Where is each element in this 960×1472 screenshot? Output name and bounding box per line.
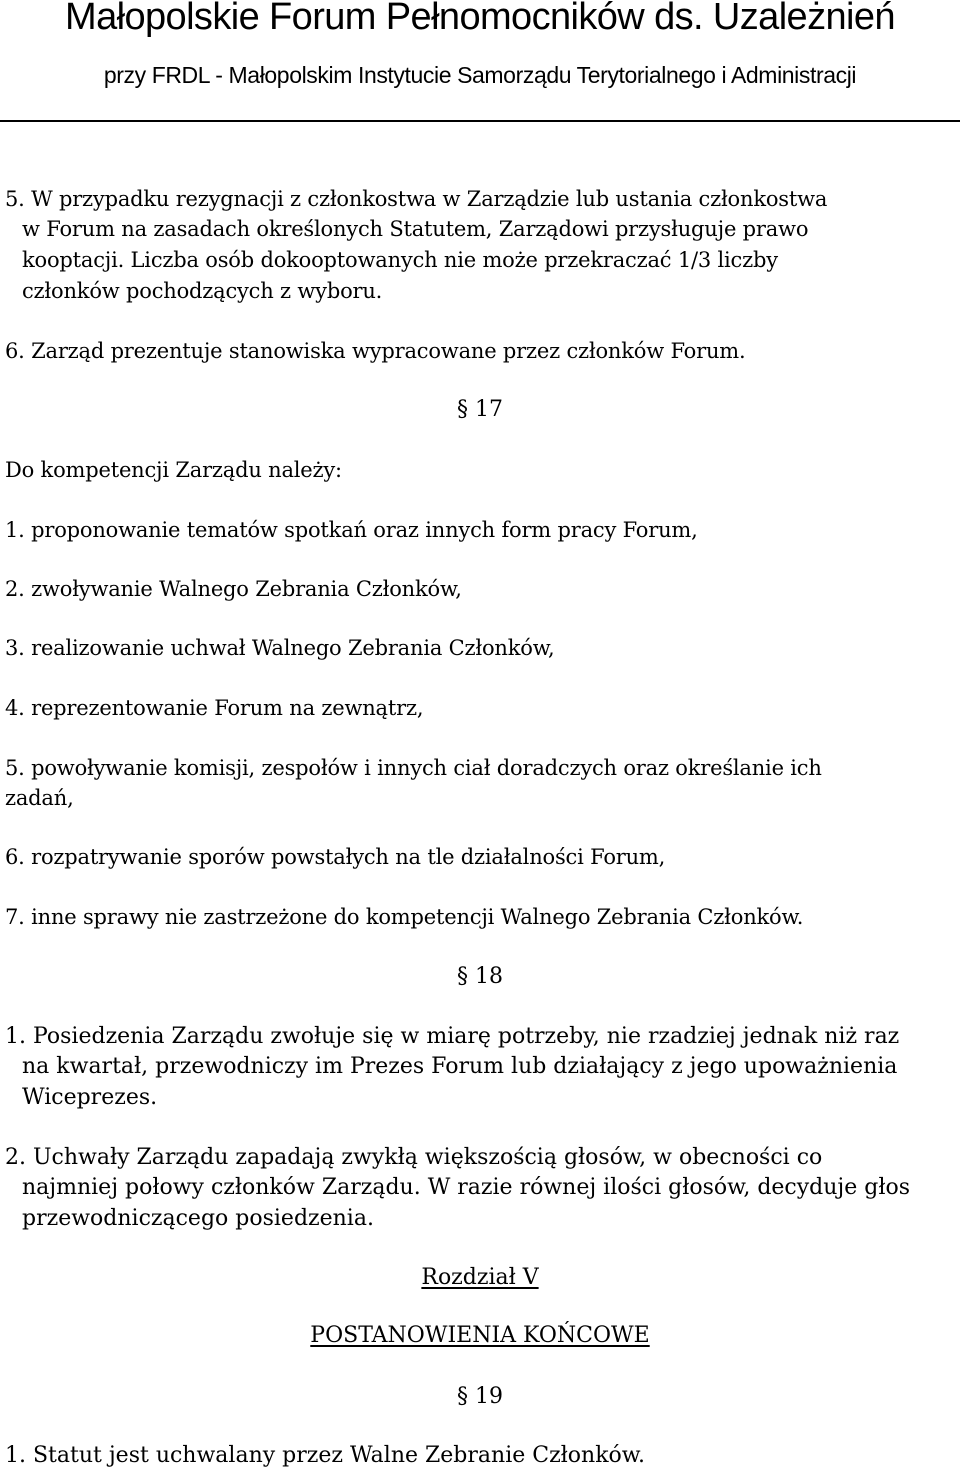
paragraph-5-line-1: 5. W przypadku rezygnacji z członkostwa w Zarządzie lub ustania członkostwa (5, 187, 828, 211)
section-19-heading: § 19 (457, 1384, 503, 1409)
competence-item-5: 5. powoływanie komisji, zespołów i innych ciał doradczych oraz określanie ich (5, 756, 822, 780)
section-18-p2-line-1: 2. Uchwały Zarządu zapadają zwykłą większością głosów, w obecności co (5, 1145, 823, 1170)
competence-intro: Do kompetencji Zarządu należy: (5, 458, 342, 482)
paragraph-5-line-4: członków pochodzących z wyboru. (22, 279, 383, 303)
paragraph-5-line-2: w Forum na zasadach określonych Statutem, Zarządowi przysługuje prawo (22, 217, 809, 241)
paragraph-5-line-3: kooptacji. Liczba osób dokooptowanych nie może przekraczać 1/3 liczby (22, 248, 778, 272)
competence-item-4: 4. reprezentowanie Forum na zewnątrz, (5, 696, 424, 720)
section-18-p1-line-1: 1. Posiedzenia Zarządu zwołuje się w miarę potrzeby, nie rzadziej jednak niż raz (5, 1024, 900, 1049)
paragraph-6: 6. Zarząd prezentuje stanowiska wypracowane przez członków Forum. (5, 339, 746, 363)
competence-item-1: 1. proponowanie tematów spotkań oraz innych form pracy Forum, (5, 518, 698, 542)
competence-item-6: 6. rozpatrywanie sporów powstałych na tle działalności Forum, (5, 845, 666, 869)
header-subtitle: przy FRDL - Małopolskim Instytucie Samorządu Terytorialnego i Administracji (103, 62, 857, 88)
competence-item-3: 3. realizowanie uchwał Walnego Zebrania Członków, (5, 636, 555, 660)
competence-item-2: 2. zwoływanie Walnego Zebrania Członków, (5, 577, 462, 601)
header-divider (0, 120, 960, 122)
competence-item-7: 7. inne sprawy nie zastrzeżone do kompetencji Walnego Zebrania Członków. (5, 905, 804, 929)
section-18-p1-line-2: na kwartał, przewodniczy im Prezes Forum lub działający z jego upoważnienia (22, 1054, 898, 1079)
chapter-title: POSTANOWIENIA KOŃCOWE (310, 1323, 650, 1348)
section-17-heading: § 17 (457, 397, 503, 422)
section-18-p2-line-2: najmniej połowy członków Zarządu. W razie równej ilości głosów, decyduje głos (22, 1175, 911, 1200)
section-18-heading: § 18 (457, 964, 503, 989)
section-18-p1-line-3: Wiceprezes. (22, 1085, 158, 1110)
header-title: Małopolskie Forum Pełnomocników ds. Uzależnień (65, 0, 895, 38)
chapter-heading: Rozdział V (421, 1265, 539, 1290)
section-19-p1: 1. Statut jest uchwalany przez Walne Zebranie Członków. (5, 1443, 645, 1468)
competence-item-5-cont: zadań, (5, 786, 74, 810)
section-18-p2-line-3: przewodniczącego posiedzenia. (22, 1206, 374, 1231)
